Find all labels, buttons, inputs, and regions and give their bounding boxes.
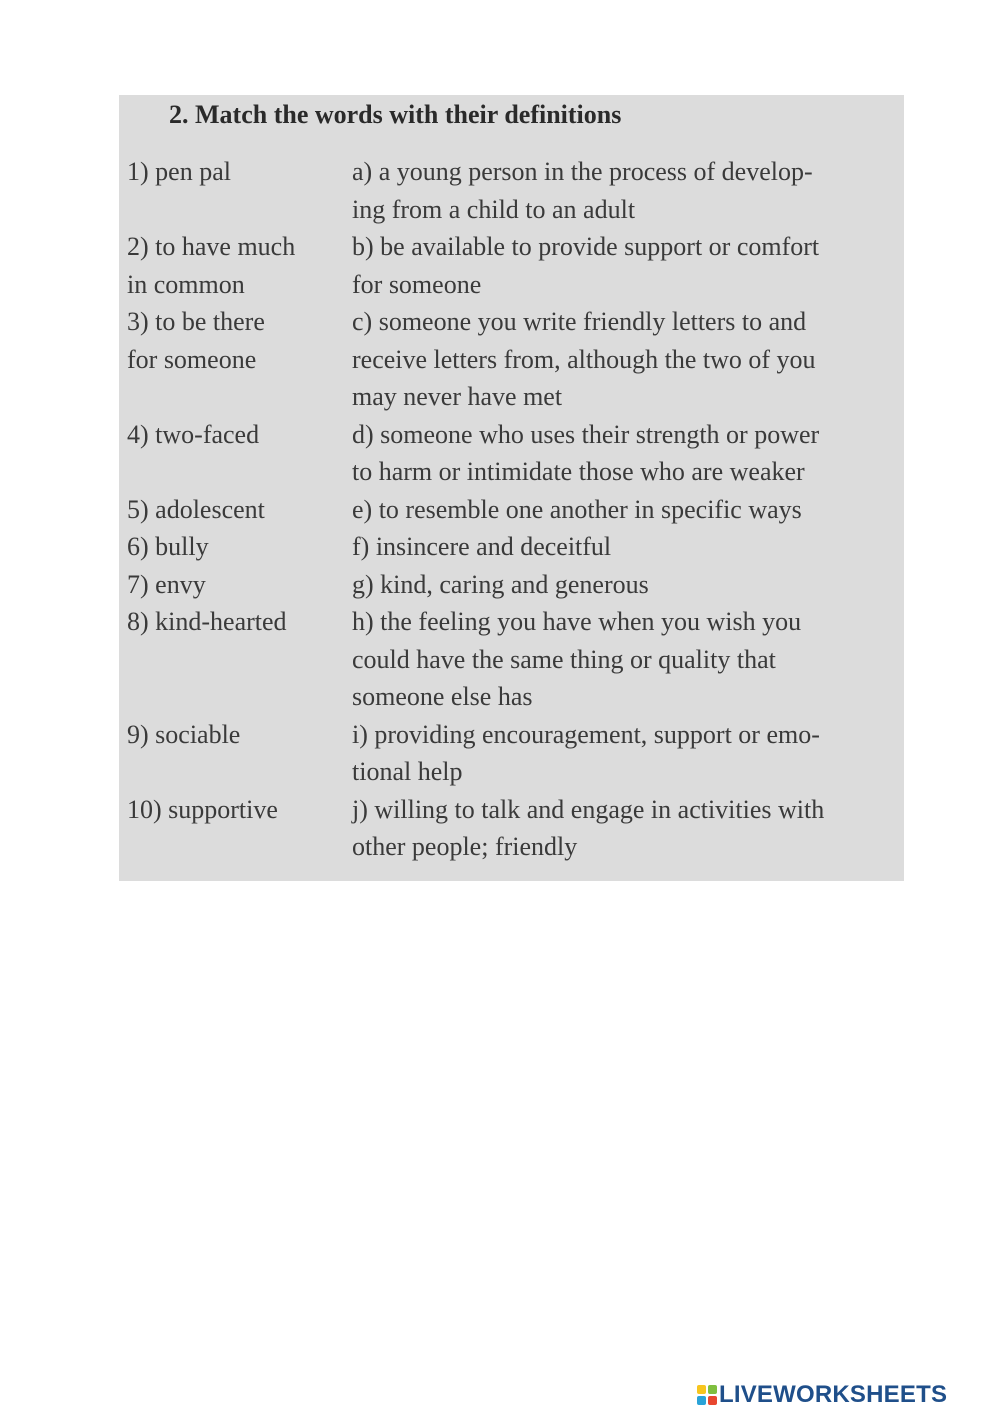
table-row [119,153,904,228]
word-definition [352,603,894,716]
definition-line: c) someone you write friendly letters to and [352,307,807,336]
definition-line: b) be available to provide support or comfort [352,232,820,261]
liveworksheets-logo-icon [697,1385,717,1405]
table-row [119,566,904,604]
table-row [119,416,904,491]
word-definition [352,491,894,529]
definition-line: receive letters from, although the two of you [352,344,816,374]
word-term: 5) adolescent [127,494,265,524]
word-definition [352,153,894,228]
definition-line: a) a young person in the process of develop- [352,157,813,186]
definition-line: for someone [352,269,482,299]
word-definition [352,566,894,604]
word-term: 10) supportive [127,794,278,824]
liveworksheets-brand [697,1381,947,1409]
table-row [119,716,904,791]
word-term: 4) two-faced [127,419,260,449]
exercise-title: 2. Match the words with their definitions [169,100,622,129]
definition-line: d) someone who uses their strength or power [352,419,820,449]
definition-line: to harm or intimidate those who are weaker [352,457,805,486]
word-definition [352,303,894,416]
brand-name: LIVEWORKSHEETS [719,1381,948,1408]
word-definition [352,228,894,303]
word-term: 8) kind-hearted [127,607,287,636]
definition-line: ing from a child to an adult [352,194,636,224]
word-term: 1) pen pal [127,157,231,186]
definition-line: could have the same thing or quality that [352,644,776,674]
word-term: 9) sociable [127,719,241,749]
table-row [119,491,904,529]
definition-line: g) kind, caring and generous [352,569,649,599]
table-row [119,791,904,866]
definition-line: j) willing to talk and engage in activities with [352,794,825,824]
word-term: 2) to have much in common [127,232,296,299]
definition-line: i) providing encouragement, support or emo- [352,719,820,749]
word-definition [352,528,894,566]
word-definition [352,716,894,791]
word-term: 3) to be there for someone [127,307,265,374]
table-row [119,528,904,566]
match-table [119,153,904,866]
table-row [119,603,904,716]
table-row [119,228,904,303]
definition-line: someone else has [352,682,533,711]
worksheet-image [119,95,904,881]
definition-line: h) the feeling you have when you wish you [352,607,802,636]
word-term: 7) envy [127,569,206,599]
word-term: 6) bully [127,532,209,561]
table-row [119,303,904,416]
definition-line: may never have met [352,382,563,411]
definition-line: f) insincere and deceitful [352,532,612,561]
word-definition [352,791,894,866]
definition-line: e) to resemble one another in specific ways [352,494,802,524]
word-definition [352,416,894,491]
definition-line: other people; friendly [352,832,578,861]
definition-line: tional help [352,757,463,786]
